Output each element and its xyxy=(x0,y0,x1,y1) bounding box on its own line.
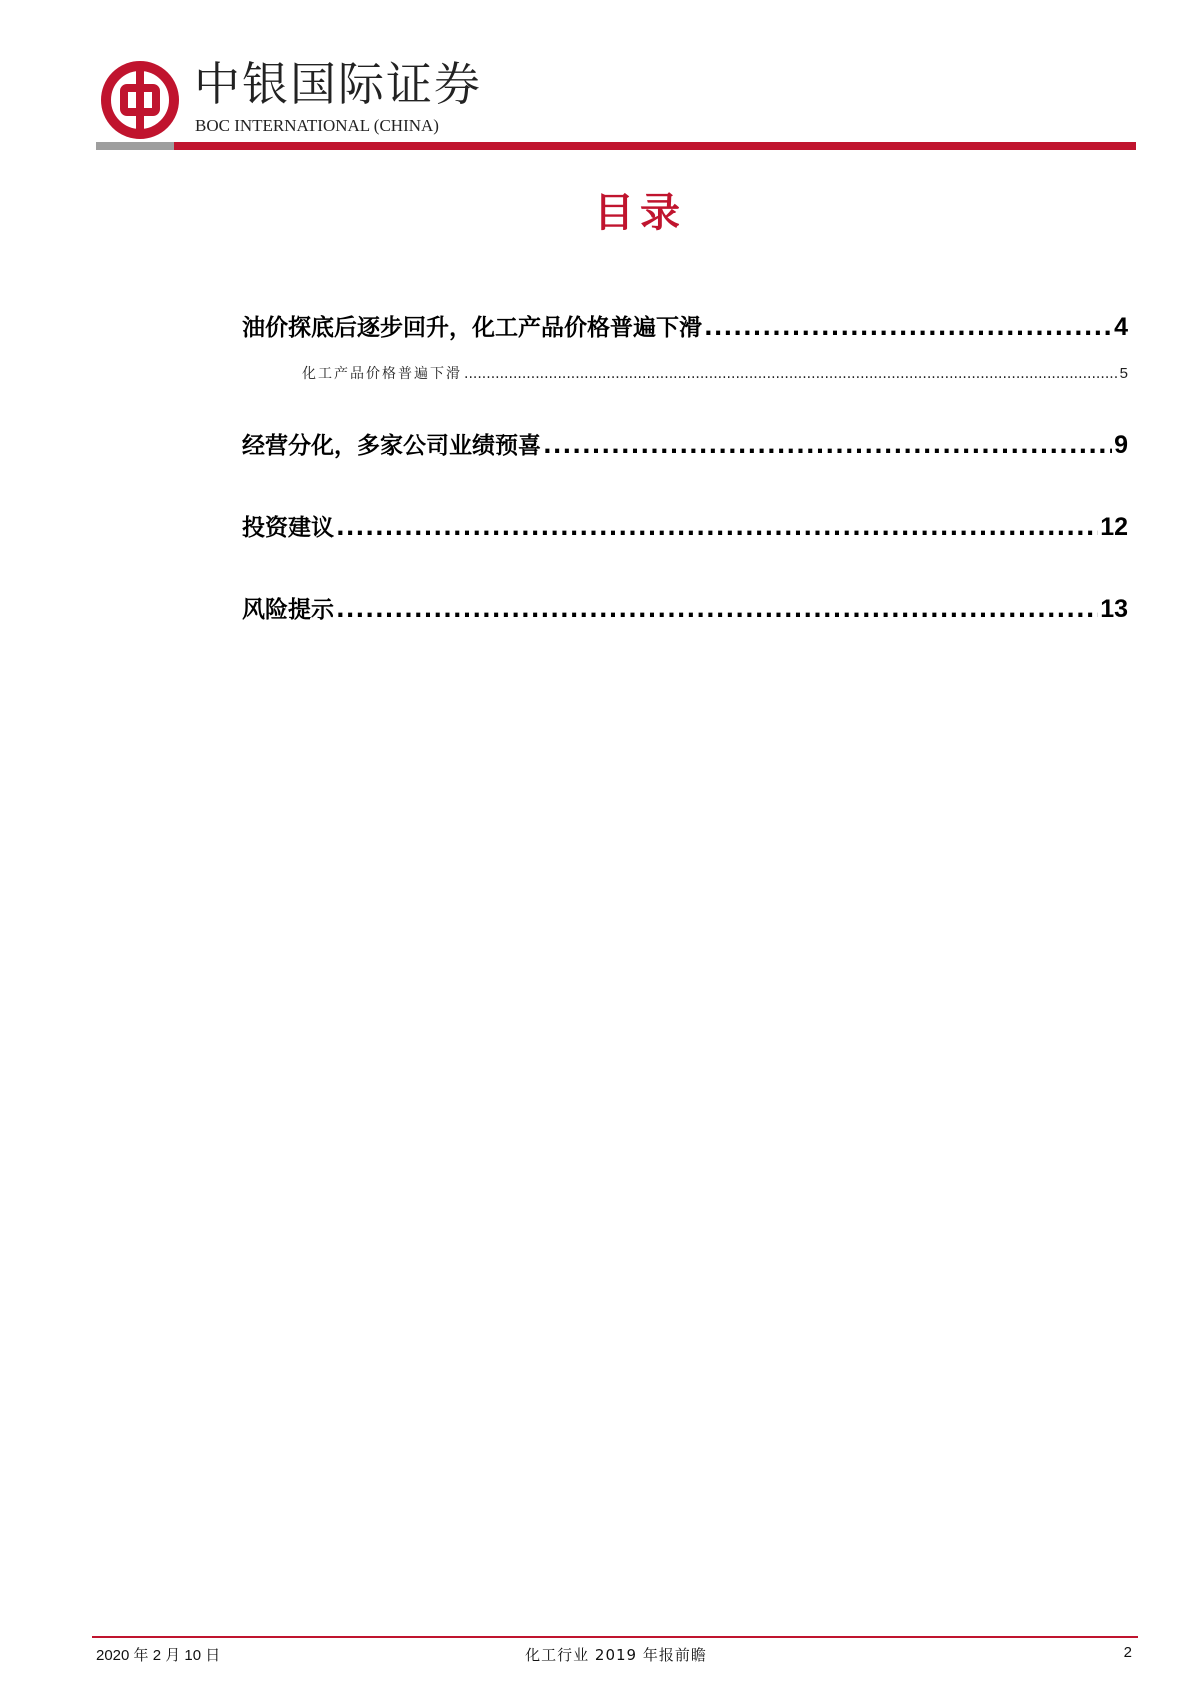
toc-entry-label: 风险提示 xyxy=(242,597,334,623)
toc-title: 目录 xyxy=(594,190,686,236)
footer-divider xyxy=(92,1636,1138,1638)
boc-logo-icon xyxy=(100,60,180,140)
toc-entry-3[interactable] xyxy=(242,428,1128,463)
toc-leader-dots xyxy=(543,429,1112,463)
footer-page-number: 2 xyxy=(1123,1644,1132,1661)
footer-date: 2020 年 2 月 10 日 xyxy=(96,1647,221,1664)
page-footer xyxy=(96,1644,1136,1668)
toc-entry-label: 经营分化，多家公司业绩预喜 xyxy=(242,433,541,459)
footer-report-title: 化工行业 2019 年报前瞻 xyxy=(525,1646,707,1664)
toc-entry-5[interactable] xyxy=(242,592,1128,627)
toc-entry-page: 12 xyxy=(1100,513,1128,541)
page-header xyxy=(96,52,1136,152)
toc-leader-dots xyxy=(336,593,1098,627)
header-divider xyxy=(96,142,1136,150)
brand-name-cn: 中银国际证券 xyxy=(194,57,482,111)
toc-entry-page: 13 xyxy=(1100,595,1128,623)
toc-entry-label: 投资建议 xyxy=(242,515,334,541)
toc-entry-4[interactable] xyxy=(242,510,1128,545)
toc-entry-page: 4 xyxy=(1114,313,1128,341)
toc-entry-2[interactable] xyxy=(242,362,1128,386)
toc-entry-1[interactable] xyxy=(242,310,1128,345)
brand-name-en: BOC INTERNATIONAL (CHINA) xyxy=(195,116,439,135)
toc-entry-page: 5 xyxy=(1119,365,1128,382)
toc-leader-dots xyxy=(464,362,1118,386)
header-divider-grey xyxy=(96,142,174,150)
toc-entry-label: 化工产品价格普遍下滑 xyxy=(302,366,462,382)
toc-leader-dots xyxy=(336,511,1098,545)
toc-leader-dots xyxy=(704,311,1112,345)
toc-entry-page: 9 xyxy=(1114,431,1128,459)
toc-entry-label: 油价探底后逐步回升，化工产品价格普遍下滑 xyxy=(242,315,702,341)
header-divider-red xyxy=(174,142,1136,150)
